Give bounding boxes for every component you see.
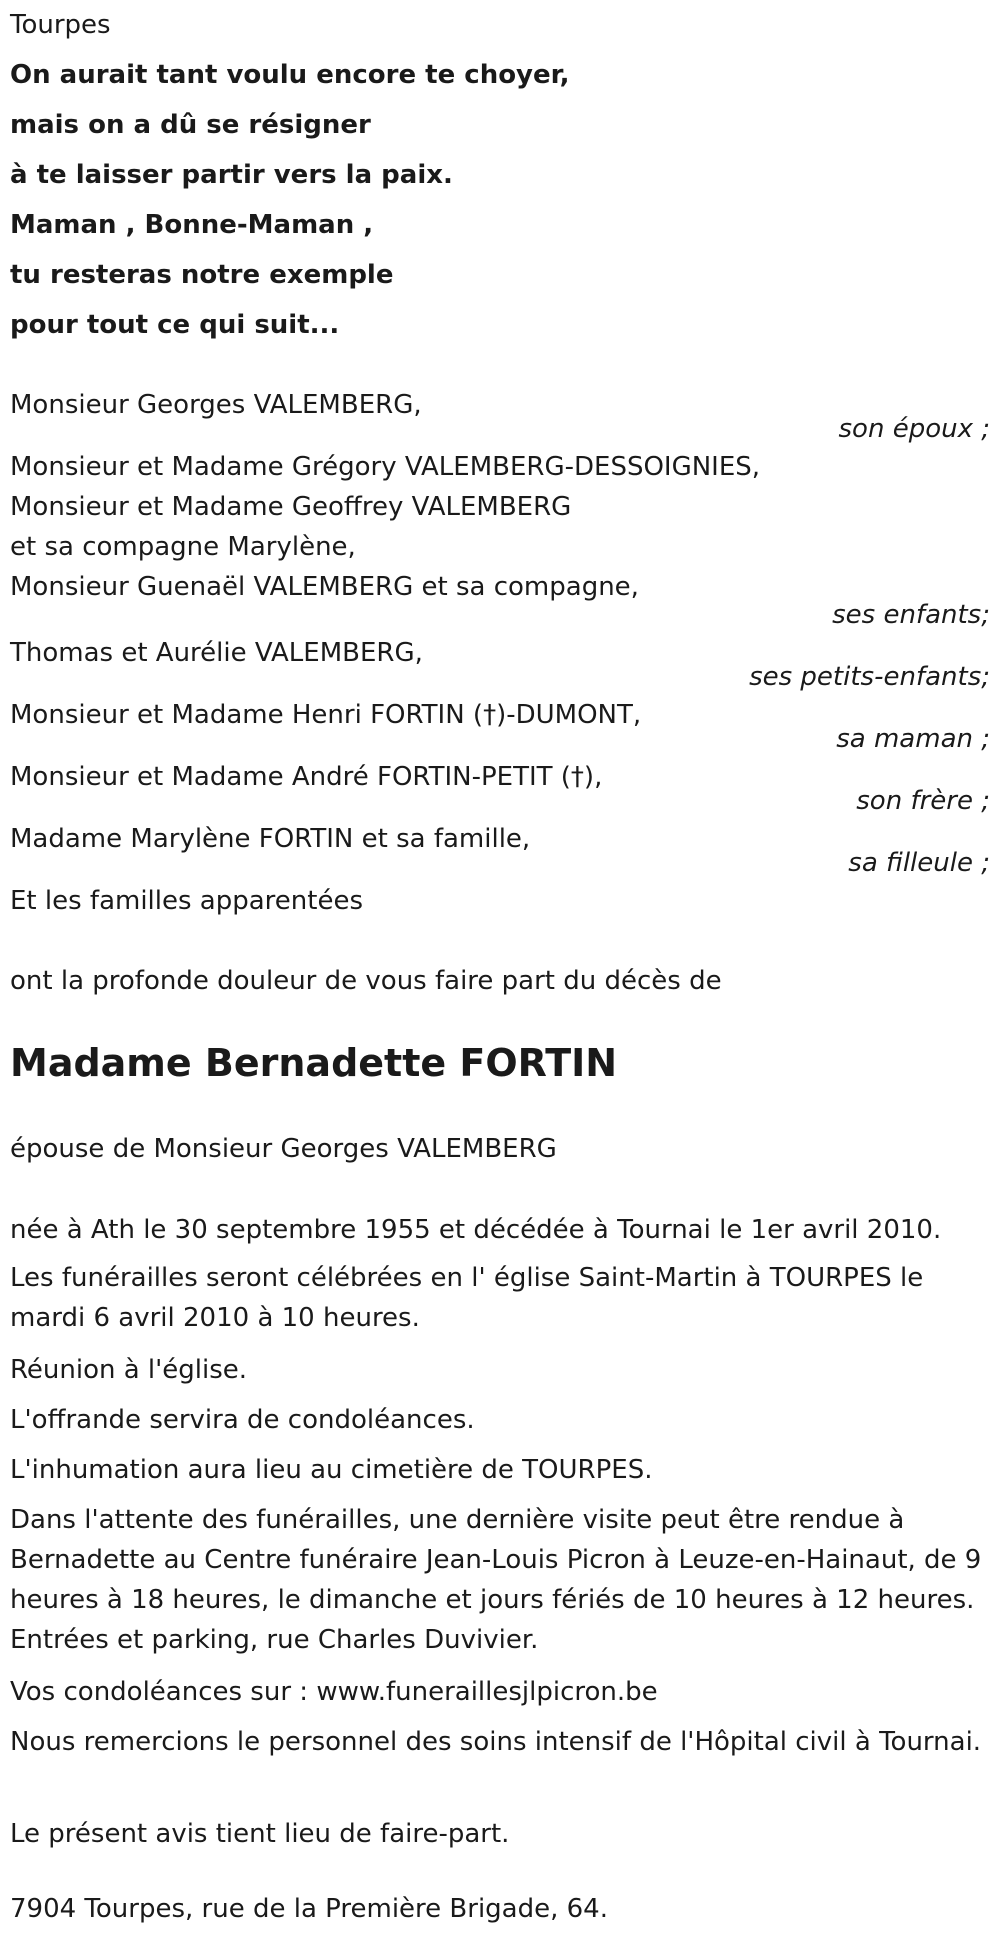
family-member: Madame Marylène FORTIN et sa famille,: [10, 824, 531, 854]
poem-line: mais on a dû se résigner: [10, 110, 371, 140]
poem-line: On aurait tant voulu encore te choyer,: [10, 60, 570, 90]
family-role: sa filleule ;: [848, 848, 990, 878]
family-role: ses petits-enfants;: [749, 662, 990, 692]
announcement-text: ont la profonde douleur de vous faire part du décès de: [10, 966, 722, 996]
deceased-name: Madame Bernadette FORTIN: [10, 1041, 618, 1085]
detail-funeral: Les funérailles seront célébrées en l' église Saint-Martin à TOURPES le mardi 6 avril 2010 à 10 heures.: [10, 1263, 924, 1333]
address: 7904 Tourpes, rue de la Première Brigade, 64.: [10, 1894, 608, 1924]
family-member: Thomas et Aurélie VALEMBERG,: [10, 638, 423, 668]
poem-line: tu resteras notre exemple: [10, 260, 394, 290]
spouse-line: épouse de Monsieur Georges VALEMBERG: [10, 1134, 557, 1164]
detail-offering: L'offrande servira de condoléances.: [10, 1405, 475, 1435]
family-member: Monsieur et Madame Geoffrey VALEMBERG: [10, 492, 572, 522]
family-member: Monsieur et Madame André FORTIN-PETIT (†),: [10, 762, 603, 792]
detail-visit: Dans l'attente des funérailles, une dernière visite peut être rendue à Bernadette au Centre funéraire Jean-Louis Picron à Leuze-en-Hainaut, de 9 heures à 18 heures, le dimanche et jours fériés de 10 heures à 12 heures. Entrées et parking, rue Charles Duvivier.: [10, 1505, 982, 1655]
detail-thanks: Nous remercions le personnel des soins intensif de l'Hôpital civil à Tournai.: [10, 1727, 982, 1757]
family-member: Monsieur Guenaël VALEMBERG et sa compagne,: [10, 572, 639, 602]
family-member: Monsieur et Madame Henri FORTIN (†)-DUMONT,: [10, 700, 642, 730]
poem-line: à te laisser partir vers la paix.: [10, 160, 453, 190]
family-member: Monsieur Georges VALEMBERG,: [10, 390, 422, 420]
place-heading: Tourpes: [10, 10, 111, 40]
family-role: son frère ;: [856, 786, 990, 816]
family-member: Monsieur et Madame Grégory VALEMBERG-DESSOIGNIES,: [10, 452, 761, 482]
family-role: son époux ;: [838, 414, 990, 444]
related-families: Et les familles apparentées: [10, 886, 364, 916]
poem-line: pour tout ce qui suit...: [10, 310, 340, 340]
detail-meeting: Réunion à l'église.: [10, 1355, 248, 1385]
detail-burial: L'inhumation aura lieu au cimetière de TOURPES.: [10, 1455, 653, 1485]
detail-condolences: Vos condoléances sur : www.funeraillesjlpicron.be: [10, 1677, 658, 1707]
poem-line: Maman , Bonne-Maman ,: [10, 210, 374, 240]
detail-birth-death: née à Ath le 30 septembre 1955 et décédée à Tournai le 1er avril 2010.: [10, 1215, 942, 1245]
detail-notice: Le présent avis tient lieu de faire-part.: [10, 1819, 510, 1849]
family-member: et sa compagne Marylène,: [10, 532, 356, 562]
family-role: sa maman ;: [836, 724, 990, 754]
family-role: ses enfants;: [832, 600, 990, 630]
